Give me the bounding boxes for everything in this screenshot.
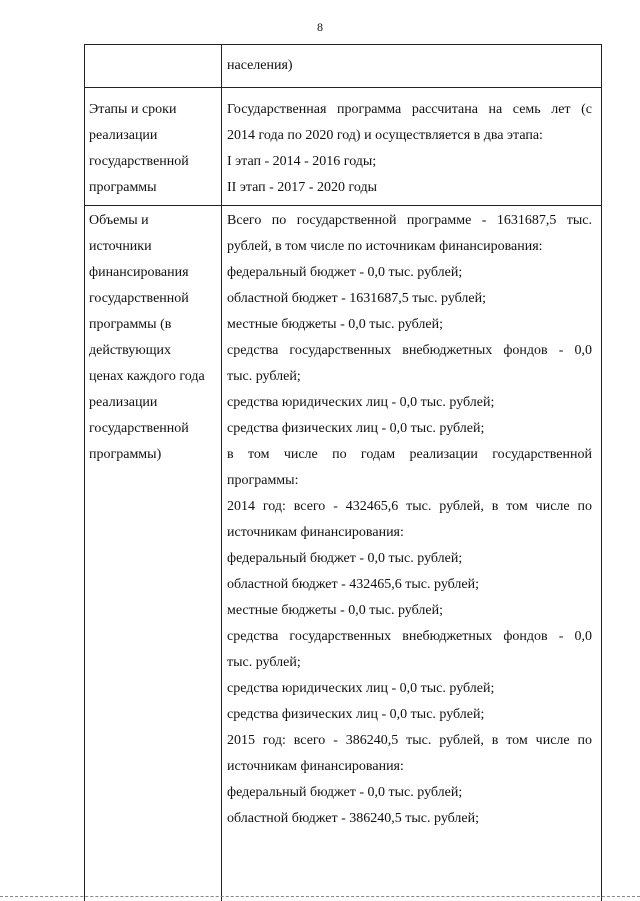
- label-line: реализации: [89, 128, 158, 143]
- label-line: программы: [89, 180, 157, 195]
- text-line: I этап - 2014 - 2016 годы;: [227, 154, 377, 169]
- row-3-value: [227, 208, 592, 832]
- text-line: Всего по государственной программе - 1631687,5 тыс.: [227, 213, 592, 228]
- label-line: ценах каждого года: [89, 369, 205, 384]
- table-border-left: [84, 44, 85, 901]
- row-divider: [84, 205, 602, 206]
- label-line: государственной: [89, 154, 189, 169]
- row-divider: [84, 44, 602, 45]
- text-line: средства государственных внебюджетных фондов - 0,0: [227, 343, 592, 358]
- label-line: программы): [89, 447, 162, 462]
- text-line: 2015 год: всего - 386240,5 тыс. рублей, в том числе по: [227, 733, 592, 748]
- text-line: II этап - 2017 - 2020 годы: [227, 180, 377, 195]
- passport-table: [84, 44, 602, 901]
- row-1-value: [227, 53, 592, 79]
- label-line: действующих: [89, 343, 172, 358]
- label-line: реализации: [89, 395, 158, 410]
- label-line: финансирования: [89, 265, 189, 280]
- text-line: федеральный бюджет - 0,0 тыс. рублей;: [227, 551, 463, 566]
- text-line: населения): [227, 58, 293, 73]
- text-line: областной бюджет - 1631687,5 тыс. рублей;: [227, 291, 486, 306]
- page-number: 8: [317, 20, 323, 34]
- text-line: рублей, в том числе по источникам финансирования:: [227, 239, 543, 254]
- label-line: Этапы и сроки: [89, 102, 177, 117]
- text-line: средства физических лиц - 0,0 тыс. рублей;: [227, 421, 485, 436]
- row-divider: [84, 87, 602, 88]
- text-line: средства юридических лиц - 0,0 тыс. рублей;: [227, 395, 495, 410]
- text-line: Государственная программа рассчитана на семь лет (с: [227, 102, 592, 117]
- row-3-label: [89, 208, 219, 468]
- text-line: федеральный бюджет - 0,0 тыс. рублей;: [227, 785, 463, 800]
- scan-edge: [0, 896, 640, 897]
- table-border-right: [601, 44, 602, 901]
- text-line: областной бюджет - 386240,5 тыс. рублей;: [227, 811, 479, 826]
- label-line: программы (в: [89, 317, 172, 332]
- text-line: источникам финансирования:: [227, 525, 404, 540]
- text-line: средства физических лиц - 0,0 тыс. рублей;: [227, 707, 485, 722]
- text-line: федеральный бюджет - 0,0 тыс. рублей;: [227, 265, 463, 280]
- text-line: программы:: [227, 473, 299, 488]
- row-2-label: [89, 97, 219, 201]
- text-line: 2014 год: всего - 432465,6 тыс. рублей, в том числе по: [227, 499, 592, 514]
- column-divider: [221, 44, 222, 901]
- text-line: областной бюджет - 432465,6 тыс. рублей;: [227, 577, 479, 592]
- label-line: Объемы и: [89, 213, 149, 228]
- text-line: в том числе по годам реализации государственной: [227, 447, 592, 462]
- text-line: средства государственных внебюджетных фондов - 0,0: [227, 629, 592, 644]
- label-line: источники: [89, 239, 152, 254]
- label-line: государственной: [89, 421, 189, 436]
- text-line: тыс. рублей;: [227, 369, 301, 384]
- text-line: средства юридических лиц - 0,0 тыс. рублей;: [227, 681, 495, 696]
- text-line: источникам финансирования:: [227, 759, 404, 774]
- text-line: тыс. рублей;: [227, 655, 301, 670]
- text-line: местные бюджеты - 0,0 тыс. рублей;: [227, 317, 443, 332]
- text-line: 2014 года по 2020 год) и осуществляется в два этапа:: [227, 128, 543, 143]
- text-line: местные бюджеты - 0,0 тыс. рублей;: [227, 603, 443, 618]
- label-line: государственной: [89, 291, 189, 306]
- row-2-value: [227, 97, 592, 201]
